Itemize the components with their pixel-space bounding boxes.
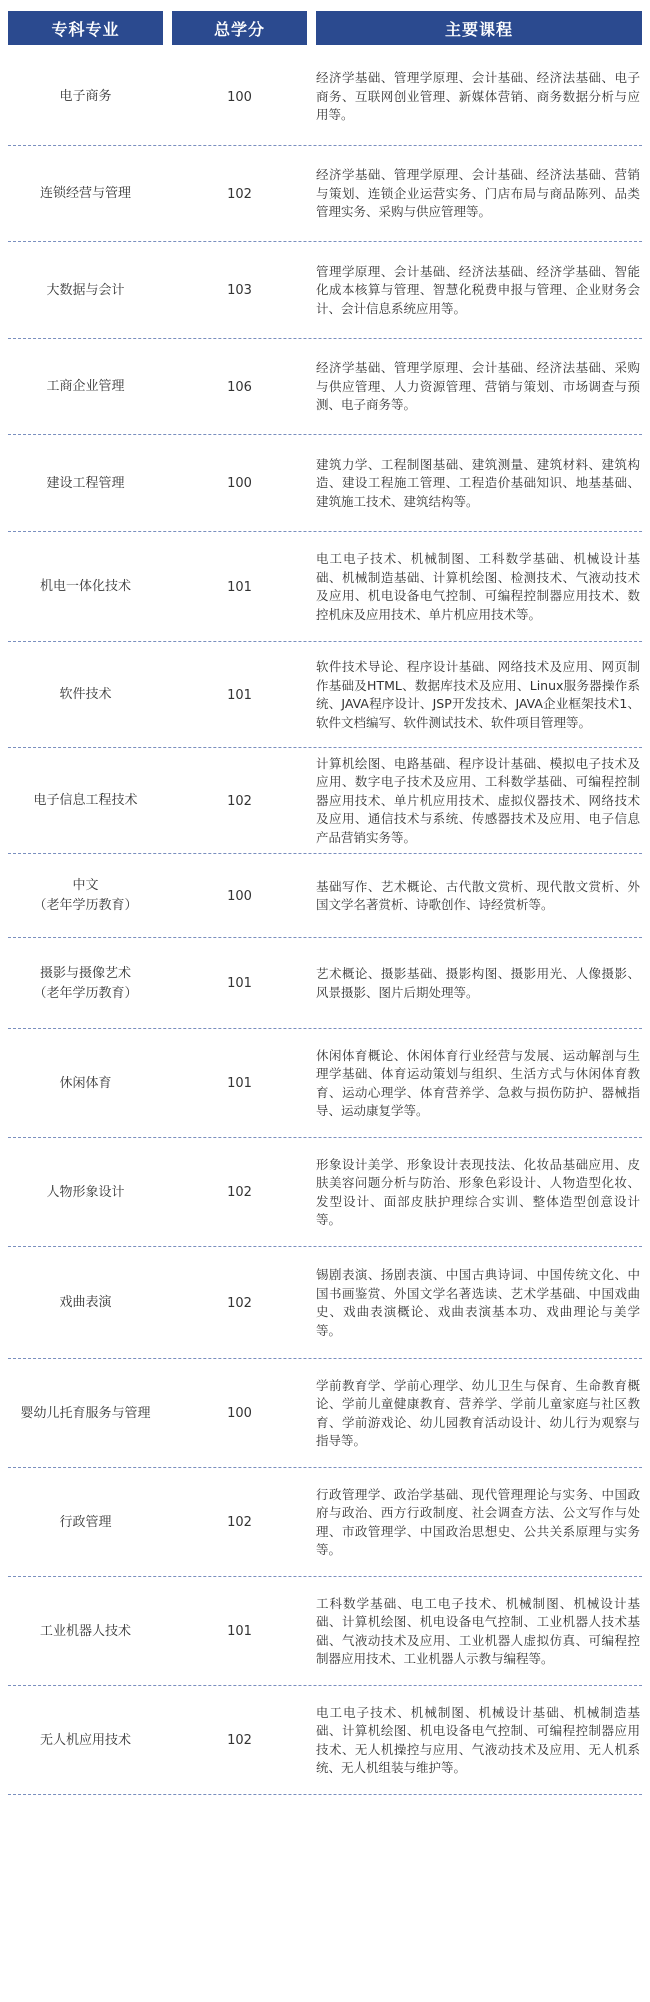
table-header xyxy=(8,11,642,45)
major-name: 中文 xyxy=(72,878,99,893)
credits-cell: 102 xyxy=(227,1733,252,1748)
major-cell xyxy=(8,1138,172,1247)
major-cell xyxy=(8,435,172,532)
courses-cell: 基础写作、艺术概论、古代散文赏析、现代散文赏析、外国文学名著赏析、诗歌创作、诗经赏析等。 xyxy=(316,878,640,912)
major-note: （老年学历教育） xyxy=(33,985,138,1001)
header-credits: 总学分 xyxy=(172,11,307,45)
table-row xyxy=(8,1138,642,1247)
major-name: 大数据与会计 xyxy=(46,282,125,298)
table-row xyxy=(8,435,642,532)
table-row xyxy=(8,1468,642,1577)
major-cell xyxy=(8,1359,172,1468)
major-cell xyxy=(8,1577,172,1686)
credits-cell: 101 xyxy=(227,687,252,703)
major-name: 人物形象设计 xyxy=(46,1184,125,1200)
courses-cell: 经济学基础、管理学原理、会计基础、经济法基础、营销与策划、连锁企业运营实务、门店布局与商品陈列、品类管理实务、采购与供应管理等。 xyxy=(316,167,640,220)
table-row xyxy=(8,748,642,854)
major-cell xyxy=(8,1468,172,1577)
courses-cell: 锡剧表演、扬剧表演、中国古典诗词、中国传统文化、中国书画鉴赏、外国文学名著选读、艺术学基础、中国戏曲史、戏曲表演概论、戏曲表演基本功、戏曲理论与美学等。 xyxy=(316,1267,640,1338)
major-cell xyxy=(8,642,172,748)
major-name: 行政管理 xyxy=(59,1514,112,1530)
courses-cell: 工科数学基础、电工电子技术、机械制图、机械设计基础、计算机绘图、机电设备电气控制、工业机器人技术基础、气液动技术及应用、工业机器人虚拟仿真、可编程控制器应用技术、工业机器人示教与编程等。 xyxy=(316,1595,640,1666)
courses-cell: 行政管理学、政治学基础、现代管理理论与实务、中国政府与政治、西方行政制度、社会调查方法、公文写作与处理、市政管理学、中国政治思想史、公共关系原理与实务等。 xyxy=(316,1486,640,1557)
credits-cell: 102 xyxy=(227,793,252,809)
courses-cell: 计算机绘图、电路基础、程序设计基础、模拟电子技术及应用、数字电子技术及应用、工科数学基础、可编程控制器应用技术、单片机应用技术、虚拟仪器技术、网络技术及应用、通信技术与系统、传感器技术及应用、电子信息产品营销实务等。 xyxy=(316,755,640,845)
major-name: 电子信息工程技术 xyxy=(33,793,138,808)
table-row xyxy=(8,1686,642,1795)
credits-cell: 101 xyxy=(227,976,252,991)
major-name: 工业机器人技术 xyxy=(39,1623,131,1639)
credits-cell: 102 xyxy=(227,1295,252,1311)
major-cell xyxy=(8,1686,172,1795)
major-name: 电子商务 xyxy=(59,89,112,104)
major-name: 连锁经营与管理 xyxy=(39,186,131,201)
credits-cell: 101 xyxy=(227,1076,252,1091)
major-cell xyxy=(8,938,172,1029)
major-cell xyxy=(8,748,172,854)
table-row xyxy=(8,1577,642,1686)
courses-cell: 经济学基础、管理学原理、会计基础、经济法基础、采购与供应管理、人力资源管理、营销与策划、市场调查与预测、电子商务等。 xyxy=(316,360,640,413)
table-row xyxy=(8,532,642,642)
credits-cell: 103 xyxy=(227,283,252,298)
major-name: 软件技术 xyxy=(59,687,112,702)
major-cell xyxy=(8,532,172,642)
credits-cell: 100 xyxy=(227,888,252,904)
major-name: 无人机应用技术 xyxy=(39,1732,131,1748)
major-cell xyxy=(8,339,172,435)
major-name: 休闲体育 xyxy=(59,1075,112,1091)
credits-cell: 100 xyxy=(227,476,252,491)
major-cell xyxy=(8,1247,172,1359)
courses-cell: 电工电子技术、机械制图、工科数学基础、机械设计基础、机械制造基础、计算机绘图、检测技术、气液动技术及应用、机电设备电气控制、可编程控制器应用技术、数控机床及应用技术、单片机应用技术等。 xyxy=(316,551,640,622)
major-name: 戏曲表演 xyxy=(59,1295,112,1310)
credits-cell: 100 xyxy=(227,89,252,105)
major-cell xyxy=(8,1029,172,1138)
table-row xyxy=(8,642,642,748)
table-row xyxy=(8,938,642,1029)
credits-cell: 101 xyxy=(227,579,252,595)
credits-cell: 102 xyxy=(227,186,252,202)
header-courses: 主要课程 xyxy=(316,11,642,45)
courses-cell: 建筑力学、工程制图基础、建筑测量、建筑材料、建筑构造、建设工程施工管理、工程造价基础知识、地基基础、建筑施工技术、建筑结构等。 xyxy=(316,456,640,509)
table-row xyxy=(8,339,642,435)
courses-cell: 形象设计美学、形象设计表现技法、化妆品基础应用、皮肤美容问题分析与防治、形象色彩设计、人物造型化妆、发型设计、面部皮肤护理综合实训、整体造型创意设计等。 xyxy=(316,1156,640,1227)
courses-cell: 经济学基础、管理学原理、会计基础、经济法基础、电子商务、互联网创业管理、新媒体营销、商务数据分析与应用等。 xyxy=(316,70,640,123)
credits-cell: 102 xyxy=(227,1185,252,1200)
courses-cell: 电工电子技术、机械制图、机械设计基础、机械制造基础、计算机绘图、机电设备电气控制、可编程控制器应用技术、无人机操控与应用、气液动技术及应用、无人机系统、无人机组装与维护等。 xyxy=(316,1704,640,1775)
table-row xyxy=(8,242,642,339)
major-cell xyxy=(8,48,172,146)
major-name: 摄影与摄像艺术 xyxy=(39,965,131,981)
table-row xyxy=(8,1359,642,1468)
major-cell xyxy=(8,242,172,339)
courses-cell: 软件技术导论、程序设计基础、网络技术及应用、网页制作基础及HTML、数据库技术及应用、Linux服务器操作系统、JAVA程序设计、JSP开发技术、JAVA企业框架技术1、软件文档编写、软件测试技术、软件项目管理等。 xyxy=(316,659,640,730)
major-name: 工商企业管理 xyxy=(46,379,125,394)
credits-cell: 102 xyxy=(227,1515,252,1530)
major-name: 建设工程管理 xyxy=(46,475,125,491)
table-row xyxy=(8,1029,642,1138)
table-row xyxy=(8,1247,642,1359)
credits-cell: 106 xyxy=(227,379,252,395)
major-name: 婴幼儿托育服务与管理 xyxy=(20,1405,151,1421)
header-major: 专科专业 xyxy=(8,11,163,45)
credits-cell: 100 xyxy=(227,1406,252,1421)
major-cell xyxy=(8,146,172,242)
courses-cell: 学前教育学、学前心理学、幼儿卫生与保育、生命教育概论、学前儿童健康教育、营养学、学前儿童家庭与社区教育、学前游戏论、幼儿园教育活动设计、幼儿行为观察与指导等。 xyxy=(316,1377,640,1448)
table-row xyxy=(8,854,642,938)
table-row xyxy=(8,48,642,146)
table-row xyxy=(8,146,642,242)
credits-cell: 101 xyxy=(227,1624,252,1639)
courses-cell: 休闲体育概论、休闲体育行业经营与发展、运动解剖与生理学基础、体育运动策划与组织、生活方式与休闲体育教育、运动心理学、体育营养学、急救与损伤防护、器械指导、运动康复学等。 xyxy=(316,1047,640,1118)
table-body xyxy=(8,48,642,1795)
major-cell xyxy=(8,854,172,938)
major-name: 机电一体化技术 xyxy=(39,579,131,594)
courses-cell: 管理学原理、会计基础、经济法基础、经济学基础、智能化成本核算与管理、智慧化税费申报与管理、企业财务会计、会计信息系统应用等。 xyxy=(316,263,640,316)
courses-cell: 艺术概论、摄影基础、摄影构图、摄影用光、人像摄影、风景摄影、图片后期处理等。 xyxy=(316,966,640,1000)
major-note: （老年学历教育） xyxy=(33,898,138,913)
